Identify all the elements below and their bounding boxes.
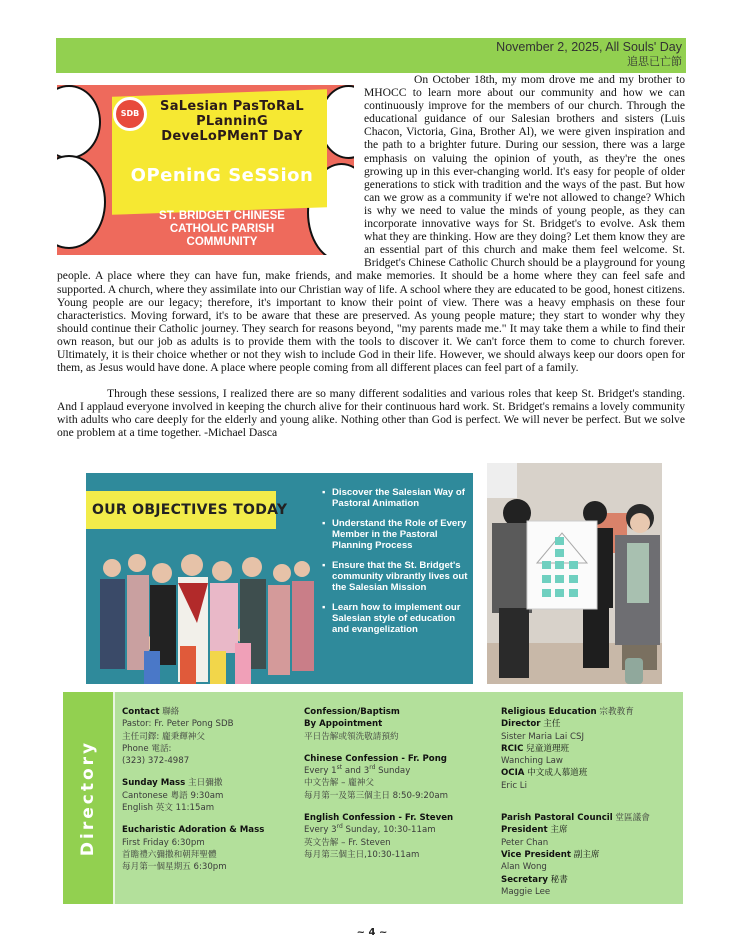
directory-box xyxy=(63,692,683,904)
chinese-confession-sunday: Sunday xyxy=(375,766,411,777)
article-paragraph-1: On October 18th, my mom drove me and my brother to MHOCC to learn more about our community and how we can continuously improve for the members of our church. Through the educational guidance of our Salesian brothers and sisters (Luis Chacon, Victoria, Gina, Brother Al), we were given inspiration and the path to a brighter future. During our session, there was a large emphasis on valuing the opinion of youth, as they're the ones growing up in this ever-changing world. It's easy for people of older generations to stick with tradition and the ways of the past. But how can we grow as a community if we're not allowed to change? Which is why we need to value the minds of young people, as they can incorporate innovative ways for St. Bridget's to evolve. Ask them what they are thinking. How are they doing? Let them know they are an essential part of this church and make them feel welcome. St. Bridget's Chinese Catholic Church should be a playground for young people. A place where they can have fun, make friends, and make memories. It should be a home where they can feel safe and supported. A church, where they assimilate into our Christian way of life. A school where they are educated to be good, honest citizens. Young people are our legacy; therefore, it's important to know their point of view. There was a heavy emphasis on these four characteristics. Moving forward, it's to be aware that these are preserved. As young people mature; they start to wonder why they should continue their Catholic journey. They search for reasons beyond, "my parents made me." It may take them a while to find their own reason, but our job as adults is to provide them with the tools to discover it. We can't force them to come to church forever. Ultimately, it is their choice whether or not they wish to include God in their life. However, we should always keep our doors open for them, as Jesus would have done. A place where people coming from all different places can feel part of a family. xyxy=(57,73,685,375)
salesian-logo-icon: SDB xyxy=(113,97,147,131)
vice-president-name: Alan Wong xyxy=(501,862,547,873)
secretary-name: Maggie Lee xyxy=(501,886,551,897)
directory-side-strip xyxy=(63,692,115,904)
banner-parish: ST. BRIDGET CHINESE CATHOLIC PARISH COMMUNITY xyxy=(159,210,285,248)
ocia-label-cn: 中文成人慕道班 xyxy=(527,768,588,779)
page-number: ~ 4 ~ xyxy=(356,927,388,938)
objective-item: ▪ Discover the Salesian Way of Pastoral Animation xyxy=(320,487,470,509)
objectives-title: OUR OBJECTIVES TODAY xyxy=(92,502,288,518)
president-label: President xyxy=(501,825,548,836)
objective-item: ▪ Ensure that the St. Bridget's community vibrantly lives out the Salesian Mission xyxy=(320,560,470,593)
chinese-confession-every: Every 1 xyxy=(304,766,337,777)
english-confession-line-3: 每月第三個主日,10:30-11am xyxy=(304,849,420,860)
chinese-confession-and: and 3 xyxy=(342,766,370,777)
phone-number[interactable]: (323) 372-4987 xyxy=(122,756,190,767)
ordinal-suffix: rd xyxy=(369,764,376,772)
religious-ed-title: Religious Education xyxy=(501,707,597,717)
rcic-label-cn: 兒童道理班 xyxy=(526,743,570,754)
objectives-list xyxy=(320,487,470,644)
article-paragraph-2: Through these sessions, I realized there are so many different sodalities and various roles that keep St. Bridget's standing. And I applaud everyone involved in keeping the church alive for their continuous hard work. St. Bridget's remains a lovely community with adults who care deeply for the elderly and young alike. Nothing other than God is perfect. We will never be perfect. But we solve one problem at a time together. -Michael Dasca xyxy=(57,387,685,440)
pastor-name: Pastor: Fr. Peter Pong SDB xyxy=(122,719,234,730)
header-bar xyxy=(56,38,686,73)
header-date: November 2, 2025, All Souls' Day xyxy=(496,40,682,54)
adoration-line-2: 首瞻禮六彌撒和朝拜聖體 xyxy=(122,849,217,860)
rcic-name: Wanching Law xyxy=(501,756,563,767)
president-label-cn: 主席 xyxy=(550,825,568,836)
crowd-illustration-icon xyxy=(92,543,317,684)
objectives-image xyxy=(86,473,473,684)
secretary-label-cn: 秘書 xyxy=(550,874,568,885)
directory-column-1 xyxy=(122,706,302,874)
ordinal-suffix: rd xyxy=(336,823,343,831)
president-name: Peter Chan xyxy=(501,837,549,848)
council-title-cn: 堂區議會 xyxy=(615,813,650,824)
confession-title: Confession/Baptism xyxy=(304,707,400,717)
confession-subtitle: By Appointment xyxy=(304,719,383,730)
religious-ed-title-cn: 宗教教育 xyxy=(599,707,634,717)
phone-label: Phone 電話: xyxy=(122,743,172,754)
director-label-cn: 主任 xyxy=(543,719,561,730)
banner-image xyxy=(57,85,354,255)
banner-title: SaLesian PasToRaL PLanninG DeveLoPMenT DaY xyxy=(160,99,304,144)
chinese-confession-line-3: 每月第一及第三個主日 8:50-9:20am xyxy=(304,790,449,801)
chinese-confession-line-2: 中文告解 – 龐神父 xyxy=(304,778,374,789)
ocia-label: OCIA xyxy=(501,768,525,779)
cartoon-face-icon xyxy=(57,85,101,159)
sunday-mass-title-cn: 主日彌撒 xyxy=(188,778,223,789)
english-confession-title: English Confession - Fr. Steven xyxy=(304,813,454,824)
english-confession-rest: Sunday, 10:30-11am xyxy=(342,825,436,836)
vice-president-label: Vice President xyxy=(501,849,571,860)
presentation-photo xyxy=(487,463,662,684)
chinese-confession-schedule xyxy=(304,765,499,777)
objective-item: ▪ Learn how to implement our Salesian style of education and evangelization xyxy=(320,602,470,635)
adoration-line-1: First Friday 6:30pm xyxy=(122,837,205,848)
banner-session: OPeninG SeSSion xyxy=(130,165,314,186)
presentation-photo-icon xyxy=(487,463,662,684)
vice-president-label-cn: 副主席 xyxy=(573,849,600,860)
ocia-name: Eric Li xyxy=(501,780,527,791)
header-date-chinese: 追思已亡節 xyxy=(627,55,682,68)
chinese-confession-title: Chinese Confession - Fr. Pong xyxy=(304,753,447,764)
adoration-title: Eucharistic Adoration & Mass xyxy=(122,825,265,836)
english-confession-every: Every 3 xyxy=(304,825,337,836)
secretary-label: Secretary xyxy=(501,874,548,885)
objective-item: ▪ Understand the Role of Every Member in the Pastoral Planning Process xyxy=(320,518,470,551)
adoration-line-3: 每月第一個星期五 6:30pm xyxy=(122,862,227,873)
director-label: Director xyxy=(501,719,541,730)
english-confession-line-2: 英文告解 – Fr. Steven xyxy=(304,837,391,848)
english-confession-schedule xyxy=(304,824,499,836)
directory-label: Directory xyxy=(78,739,98,857)
sunday-mass-title: Sunday Mass xyxy=(122,778,186,789)
rcic-label: RCIC xyxy=(501,743,524,754)
contact-title: Contact xyxy=(122,707,160,717)
council-title: Parish Pastoral Council xyxy=(501,813,613,824)
director-name: Sister Maria Lai CSJ xyxy=(501,731,585,742)
directory-column-3 xyxy=(501,706,681,898)
directory-column-2 xyxy=(304,706,499,861)
article xyxy=(57,73,685,440)
pastor-name-cn: 主任司鐸: 龐秉輝神父 xyxy=(122,731,205,742)
confession-line-cn: 平日告解或領洗敬請預約 xyxy=(304,731,399,742)
cantonese-mass: Cantonese 粵語 9:30am xyxy=(122,790,224,801)
ordinal-suffix: st xyxy=(336,764,343,772)
english-mass: English 英文 11:15am xyxy=(122,803,215,814)
cartoon-face-icon xyxy=(57,155,106,249)
contact-title-cn: 聯絡 xyxy=(162,707,180,717)
